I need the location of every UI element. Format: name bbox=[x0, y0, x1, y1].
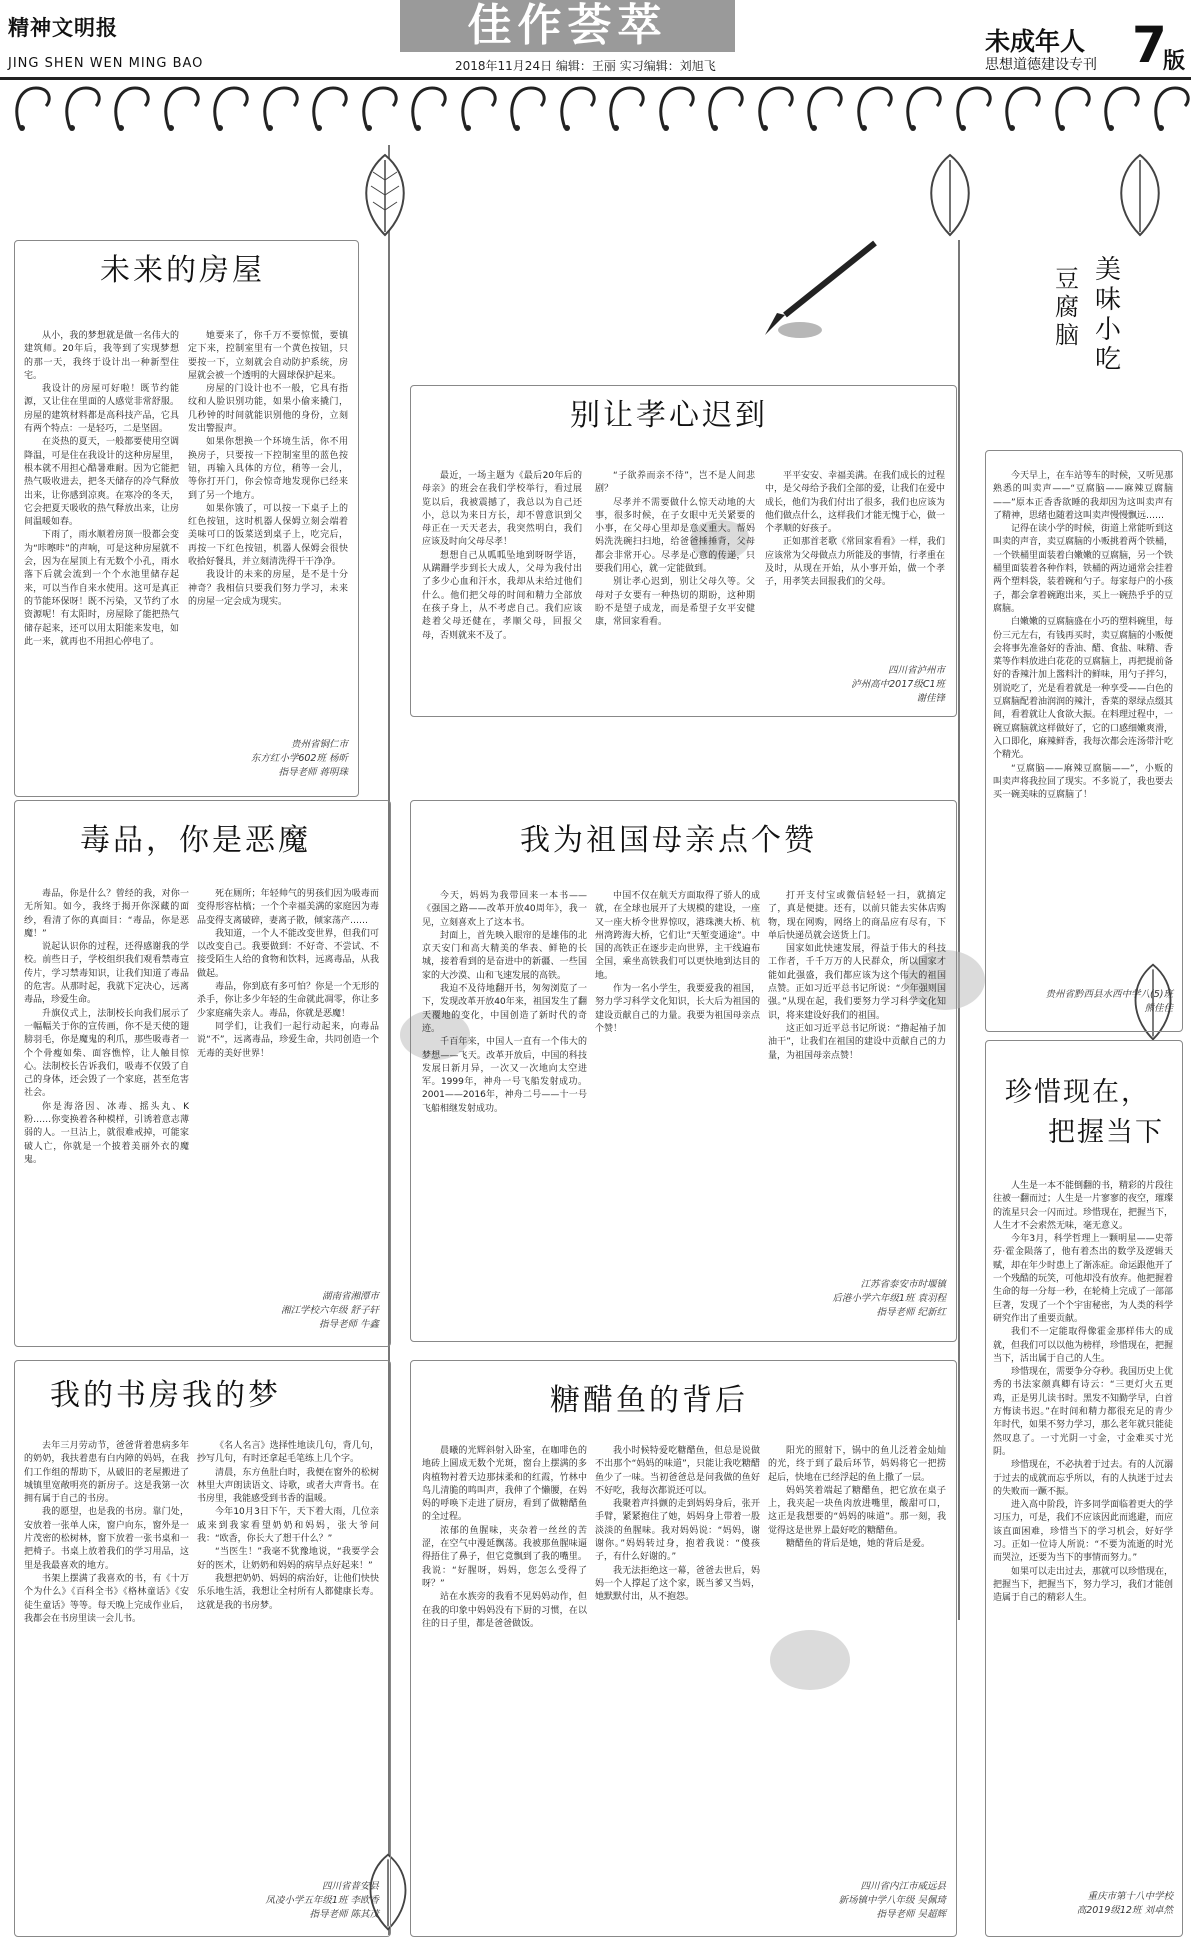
author-name: 熊佳佳 bbox=[1144, 1003, 1173, 1014]
notebook-rings bbox=[0, 84, 1191, 144]
house-signature bbox=[188, 738, 348, 780]
ring-icon bbox=[307, 84, 353, 132]
paragraph: 毒品，你到底有多可怕？你是一个无形的杀手，你让多少年轻的生命就此凋零，你让多少家庭痛失亲人。毒品，你就是恶魔！ bbox=[197, 982, 379, 1019]
divider-stem-right bbox=[958, 240, 960, 1620]
ring-icon bbox=[604, 84, 650, 132]
ring-icon bbox=[1050, 84, 1096, 132]
paragraph: 升旗仪式上，法制校长向我们展示了一幅幅关于你的宣传画，你不是天使的翅膀羽毛，你是魔鬼的利爪，那些吸毒者一个个骨瘦如柴、面容憔悴，让人触目惊心。法制校长告诉我们，吸毒不仅毁了自己的身体，还会毁了一个家庭，甚至危害社会。 bbox=[24, 1008, 189, 1099]
masthead-rule bbox=[0, 77, 1191, 80]
paragraph: 在炎热的夏天，一般都要使用空调降温，可是住在我设计的这种房屋里，根本就不用担心酷暑难耐。因为它能把热气吸收进去，把冬天储存的冷气释放出来，让你感到凉爽。在寒冷的冬天，它会把夏天吸收的热气释放出来，让房间温暖如春。 bbox=[24, 437, 179, 528]
study-column-1 bbox=[24, 1440, 189, 1930]
filial-signature bbox=[765, 664, 945, 706]
author-class: 后港小学六年级1班 袁羽程 bbox=[832, 1293, 946, 1304]
ring-icon bbox=[258, 84, 304, 132]
author-class: 高2019级12班 刘卓然 bbox=[1076, 1905, 1173, 1916]
paragraph: 我无法拒绝这一幕，爸爸去世后，妈妈一个人撑起了这个家，既当爹又当妈，她默默付出，从不抱怨。 bbox=[595, 1565, 760, 1603]
author-school: 四川省普安县 bbox=[321, 1881, 379, 1892]
paragraph: 我的愿望，也是我的书房。靠门处，安放着一张单人床，窗户向东，窗外是一片茂密的松树林，窗下放着一张书桌和一把椅子。书桌上放着我们的学习用品，这里是我最喜欢的地方。 bbox=[24, 1507, 189, 1571]
paragraph: 中国不仅在航天方面取得了骄人的成就，在全球也展开了大规模的建设，一座又一座大桥令世界惊叹，港珠澳大桥、杭州湾跨海大桥，它们让“天堑变通途”。中国的高铁正在逐步走向世界，主干线遍布全国，乘坐高铁我们可以更快地到达目的地。 bbox=[595, 891, 760, 981]
headline-fish: 糖醋鱼的背后 bbox=[550, 1383, 748, 1418]
special-title: 未成年人 bbox=[985, 27, 1086, 56]
paragraph: 平平安安、幸福美满。在我们成长的过程中，是父母给予我们全部的爱，让我们在爱中成长，他们为我们付出了很多，我们也应该为他们做点什么，这样我们才能无愧于心，做一个孝顺的好孩子。 bbox=[765, 471, 945, 535]
headline-tofu-a: 美味小吃 bbox=[1095, 255, 1124, 375]
paragraph: 如果可以走出过去，那就可以珍惜现在，把握当下，把握当下，努力学习，我们才能创造属于自己的精彩人生。 bbox=[993, 1566, 1173, 1604]
motherland-signature bbox=[768, 1278, 946, 1320]
dateline: 2018年11月24日 编辑：王丽 实习编辑：刘旭飞 bbox=[455, 59, 716, 73]
paragraph: 她要来了，你千万不要惊慌，要镇定下来，控制室里有一个黄色按钮，只要按一下，立刻就会自动防护系统，房屋就会被一个透明的大圆球保护起来。 bbox=[188, 331, 348, 381]
author-class: 凤凌小学五年级1班 李欧香 bbox=[265, 1895, 379, 1906]
ring-icon bbox=[10, 84, 56, 132]
author-school: 湖南省湘潭市 bbox=[321, 1291, 379, 1302]
author-school: 贵州省铜仁市 bbox=[290, 739, 348, 750]
paragraph: 我聚着声抖颤的走到妈妈身后，张开手臂，紧紧抱住了她，妈妈身上带着一股淡淡的鱼腥味。我对妈妈说：“妈妈，谢谢你。”妈妈转过身，抱着我说：“傻孩子，有什么好谢的。” bbox=[595, 1499, 760, 1563]
author-teacher: 指导老师 蒋明珠 bbox=[278, 767, 348, 778]
paragraph: 正如那首老歌《常回家看看》一样，我们应该常为父母做点力所能及的事情，行孝重在及时，从现在开始，从小事开始，做一个孝子，用孝笑去回报我们的父母。 bbox=[765, 537, 945, 588]
paragraph: 浓郁的鱼腥味，夹杂着一丝丝的苦涩，在空气中漫延飘荡。我被那鱼腥味逼得捂住了鼻子，但它竟飘到了我的嘴里。我说：“好腥呀，妈妈，您怎么受得了呀？” bbox=[422, 1525, 587, 1589]
paragraph: 阳光的照射下，锅中的鱼儿泛着金灿灿的光，终于到了最后环节，妈妈将它一把捞起后，快地在已经浮起的鱼上撒了一层。 bbox=[768, 1446, 946, 1483]
tofu-column bbox=[993, 470, 1173, 975]
fish-column-3 bbox=[768, 1445, 946, 1845]
paragraph: 今年3月，科学哲理上一颗明星——史蒂芬·霍金陨落了，他有着杰出的数学及逻辑天赋，却在年少时患上了渐冻症。命运跟他开了一个残酷的玩笑，可他却没有放弃。他把握着生命的每一分每一秒，在轮椅上完成了一部部巨著，发现了一个个宇宙秘密，为人类的科学研究作出了重要贡献。 bbox=[993, 1234, 1173, 1324]
paragraph: 从小，我的梦想就是做一名伟大的建筑师。20年后，我等到了实现梦想的那一天，我终于设计出一种新型住宅。 bbox=[24, 331, 179, 381]
paragraph: 白嫩嫩的豆腐脑盛在小巧的塑料碗里，每份三元左右，有钱再买时，卖豆腐脑的小贩便会将事先准备好的香油、醋、食盐、味精、香菜等作料放进白花花的豆腐脑上，再把提前备好的香辣汁加上酱料汁的鲜味，用勺子拌匀，别说吃了，光是看着就是一种享受——白色的豆腐脑配着油润润的辣汁，香菜的翠绿点缀其间，看着就让人食欲大振。在料理过程中，一碗豆腐脑就这样做好了，它的口感细嫩爽滑，入口即化，麻辣鲜香，我每次都会连汤带汁吃个精光。 bbox=[993, 617, 1173, 761]
author-teacher: 指导老师 吴超辉 bbox=[876, 1909, 946, 1920]
paragraph: 想想自己从呱呱坠地到呀呀学语，从蹒跚学步到长大成人，父母为我付出了多少心血和汗水，我却从未给过他们什么。他们把父母的时间和精力全部放在孩子身上，从不考虑自己。我们应该趁着父母还健在，孝顺父母，回报父母，否则就来不及了。 bbox=[422, 550, 582, 641]
drugs-column-1 bbox=[24, 888, 189, 1338]
ring-icon bbox=[505, 84, 551, 132]
ring-icon bbox=[555, 84, 601, 132]
paragraph: 打开支付宝或微信轻轻一扫，就搞定了，真是便捷。还有，以前只能去实体店购物，现在网购，网络上的商品应有尽有，下单后快递员就会送货上门。 bbox=[768, 891, 946, 941]
paragraph: 我们不一定能取得像霍金那样伟大的成就，但我们可以以他为榜样，珍惜现在，把握当下，活出属于自己的人生。 bbox=[993, 1327, 1173, 1364]
ring-icon bbox=[802, 84, 848, 132]
filial-column-3 bbox=[765, 470, 945, 660]
author-school: 江苏省泰安市时堰镇 bbox=[860, 1279, 946, 1290]
author-school: 重庆市第十八中学校 bbox=[1087, 1891, 1173, 1902]
ring-icon bbox=[703, 84, 749, 132]
paragraph: 最近，一场主题为《最后20年后的母亲》的班会在我们学校举行，看过展览以后，我被震撼了，我总以为自己还小，总以为来日方长，却不曾意识到父母正在一天天老去，我突然明白，我们应该及时向父母尽孝！ bbox=[422, 471, 582, 548]
ring-icon bbox=[159, 84, 205, 132]
paragraph: 珍惜现在，不必执着于过去。有的人沉溺于过去的成就而忘乎所以，有的人执迷于过去的失败而一蹶不振。 bbox=[993, 1460, 1173, 1497]
paragraph: 今天早上，在车站等车的时候，又听见那熟悉的叫卖声——“豆腐脑——麻辣豆腐脑——”原本正香香欲睡的我却因为这叫卖声有了精神，思绪也随着这叫卖声慢慢飘远…… bbox=[993, 471, 1173, 521]
headline-tofu-b: 豆腐脑 bbox=[1055, 265, 1079, 349]
section-banner: 佳作荟萃 bbox=[400, 0, 735, 52]
paragraph: 作为一名小学生，我要爱我的祖国，努力学习科学文化知识，长大后为祖国的建设贡献自己的力量。我要为祖国母亲点个赞！ bbox=[595, 984, 760, 1034]
paragraph: 我设计的房屋可好啦！既节约能源，又让住在里面的人感觉非常舒服。房屋的建筑材料都是高科技产品，它具有两个特点：一是轻巧，二是坚固。 bbox=[24, 384, 179, 435]
paragraph: 记得在读小学的时候，街道上常能听到这叫卖的声音，卖豆腐脑的小贩挑着两个铁桶，一个铁桶里面装着白嫩嫩的豆腐脑，另一个铁桶里面装着各种作料，铁桶的两边通常会挂着两个塑料袋，装着碗和勺子。每家每户的小孩子，都会拿着碗跑出来，买上一碗热乎乎的豆腐脑。 bbox=[993, 524, 1173, 614]
study-signature bbox=[197, 1880, 379, 1922]
brush-icon bbox=[745, 235, 885, 345]
paragraph: 国家如此快速发展，得益于伟大的科技工作者，千千万万的人民群众，所以国家才能如此强盛，我们都应该为这个伟大的祖国点赞。正如习近平总书记所说：“少年强则国强。”从现在起，我们要努力学习科学文化知识，将来建设好我们的祖国。 bbox=[768, 944, 946, 1021]
author-name: 谢佳锋 bbox=[916, 693, 945, 704]
house-column-1 bbox=[24, 330, 179, 775]
paragraph: 《名人名言》选择性地读几句，背几句，抄写几句，有时还拿起毛笔练上几个字。 bbox=[197, 1441, 379, 1465]
paragraph: 今年10月3日下午，天下着大雨，几位亲戚来到我家看望奶奶和妈妈，张大爷问我：“欧香，你长大了想干什么？” bbox=[197, 1507, 379, 1545]
ring-icon bbox=[60, 84, 106, 132]
paragraph: 我迫不及待地翻开书，匆匆浏览了一下，发现改革开放40年来，祖国发生了翻天覆地的变化，中国创造了新时代的奇迹。 bbox=[422, 984, 587, 1034]
paper-pinyin: JING SHEN WEN MING BAO bbox=[8, 56, 204, 71]
page-unit: 版 bbox=[1163, 49, 1186, 74]
ring-icon bbox=[357, 84, 403, 132]
paragraph: 说起认识你的过程，还得感谢我的学校。前些日子，学校组织我们观看禁毒宣传片，学习禁毒知识，让我们知道了毒品的危害。从那时起，我就下定决心，远离毒品，珍爱生命。 bbox=[24, 942, 189, 1006]
paragraph: 下雨了，雨水顺着房顶一股都会变为“咔嚓咔”的声响，可是这种房屋就不会，因为在屋顶上有无数个小孔，雨水落下后就会流到一个个水池里储存起来，可以当作自来水使用。这可是真正的节能环保呀！既不污染，又节约了水资源呢！有太阳时，房屋除了能把热气储存起来，还可以用太阳能来发电，如此一来，就再也不用担心停电了。 bbox=[24, 530, 179, 647]
paragraph: 我想把奶奶、妈妈的病治好，让他们快快乐乐地生活，我想让全村所有人都健康长寿。这就是我的书房梦。 bbox=[197, 1573, 379, 1611]
author-class: 东方红小学602班 杨昕 bbox=[250, 753, 348, 764]
author-school: 四川省内江市威远县 bbox=[860, 1881, 946, 1892]
paragraph: 死在厕所；年轻帅气的男孩们因为吸毒而变得形容枯槁；一个个幸福美满的家庭因为毒品变得支离破碎，妻离子散，倾家荡产…… bbox=[197, 889, 379, 926]
paragraph: 珍惜现在，需要争分夺秒。我国历史上优秀的书法家颜真卿有诗云：“三更灯火五更鸡，正是男儿读书时。黑发不知勤学早，白首方悔读书迟。”在时间和精力都很充足的青少年时代，如果不努力学习，那么老年就只能徒然叹息了。一寸光阴一寸金，寸金难买寸光阴。 bbox=[993, 1367, 1173, 1457]
paragraph: 同学们，让我们一起行动起来，向毒品说“不”，远离毒品，珍爱生命，共同创造一个无毒的美好世界！ bbox=[197, 1021, 379, 1059]
ring-icon bbox=[406, 84, 452, 132]
drugs-column-2 bbox=[197, 888, 379, 1278]
filial-column-2 bbox=[595, 470, 755, 705]
paragraph: 晨曦的光辉斜射入卧室，在咖啡色的地砖上圆成无数个光斑，窗台上摆满的多肉植物衬着天边那抹柔和的红霞，竹林中鸟儿清脆的鸣叫声，我伸了个懒腰，在妈妈的呼唤下走进了厨房，看到了做糖醋鱼的全过程。 bbox=[422, 1446, 587, 1523]
leaf-icon bbox=[355, 150, 415, 240]
masthead bbox=[0, 0, 1191, 80]
paragraph: 清晨，东方鱼肚白时，我便在窗外的松树林里大声朗读语文、诗歌，或者大声背书。在书房里，我能感受到书香的温暖。 bbox=[197, 1467, 379, 1505]
paragraph: 如果你饿了，可以按一下桌子上的红色按钮，这时机器人保姆立刻会端着美味可口的饭菜送到桌子上，吃完后，再按一下红色按钮，机器人保姆会很快收拾好餐具，并立刻清洗得干干净净。 bbox=[188, 503, 348, 568]
ring-icon bbox=[1149, 84, 1191, 132]
paragraph: 站在水族旁的我看不见妈妈动作，但在我的印象中妈妈没有下厨的习惯，在以往的日子里，都是爸爸做饭。 bbox=[422, 1592, 587, 1629]
author-class: 新场镇中学八年级 吴佩琦 bbox=[838, 1895, 946, 1906]
cherish-signature bbox=[993, 1890, 1173, 1918]
author-school: 四川省泸州市 bbox=[887, 665, 945, 676]
paragraph: 千百年来，中国人一直有一个伟大的梦想——飞天。改革开放后，中国的科技发展日新月异，一次又一次地向太空进军。1999年，神舟一号飞船发射成功。2001——2016年，神舟二号——十一号飞船相继发射成功。 bbox=[422, 1037, 587, 1114]
filial-column-1 bbox=[422, 470, 582, 705]
author-school: 贵州省黔西县水西中学八(5)班 bbox=[1045, 989, 1173, 1000]
ring-icon bbox=[1000, 84, 1046, 132]
motherland-column-1 bbox=[422, 890, 587, 1330]
fish-column-1 bbox=[422, 1445, 587, 1930]
paragraph: 妈妈笑着端起了糖醋鱼，把它放在桌子上，我夹起一块鱼肉放进嘴里，酸甜可口，这正是我想要的“妈妈的味道”。那一刻，我觉得这是世界上最好吃的糖醋鱼。 bbox=[768, 1485, 946, 1536]
paragraph: 去年三月劳动节，爸爸背着患病多年的奶奶，我扶着患有白内障的妈妈，在我们工作组的帮助下，从破旧的老屋搬进了城镇里宽敞明亮的新房子。这是我第一次拥有属于自己的书房。 bbox=[24, 1441, 189, 1505]
headline-house: 未来的房屋 bbox=[100, 253, 265, 288]
ring-icon bbox=[109, 84, 155, 132]
paragraph: 封面上，首先映入眼帘的是雄伟的北京天安门和高大精美的华表、鲜艳的长城，接着看到的是奋进中的新疆、一些国家的大沙漠、山和飞速发展的高铁。 bbox=[422, 930, 587, 981]
motherland-column-2 bbox=[595, 890, 760, 1330]
ring-icon bbox=[208, 84, 254, 132]
paragraph: 这正如习近平总书记所说：“撸起袖子加油干”，让我们在祖国的建设中贡献自己的力量，为祖国母亲点赞！ bbox=[768, 1023, 946, 1061]
paragraph: 如果你想换一个环境生活，你不用换房子，只要按一下控制室里的蓝色按钮，再输入具体的方位，稍等一会儿，等你打开门，你会惊奇地发现你已经来到了另一个地方。 bbox=[188, 437, 348, 501]
author-class: 湘江学校六年级 舒子轩 bbox=[280, 1305, 379, 1316]
paragraph: 别让孝心迟到，别让父母久等。父母对子女要有一种热切的期盼，这种期盼不是望子成龙，而是希望子女平安健康，常回家看看。 bbox=[595, 577, 755, 628]
paragraph: 毒品，你是什么？曾经的我，对你一无所知。如今，我终于揭开你深藏的面纱，看清了你的真面目：“毒品，你是恶魔！” bbox=[24, 889, 189, 939]
headline-cherish-1: 珍惜现在， bbox=[1005, 1077, 1150, 1108]
author-class: 泸州高中2017级C1班 bbox=[851, 679, 945, 690]
drugs-signature bbox=[197, 1290, 379, 1332]
study-column-2 bbox=[197, 1440, 379, 1870]
paragraph: 你是海洛因、冰毒、摇头丸、K粉……你变换着各种模样，引诱着意志薄弱的人。一旦沾上，就很难戒掉，可能家破人亡，你就是一个披着美丽外衣的魔鬼。 bbox=[24, 1101, 189, 1165]
fish-signature bbox=[768, 1880, 946, 1922]
author-teacher: 指导老师 陈其茂 bbox=[309, 1909, 379, 1920]
leaf-icon bbox=[1110, 150, 1170, 240]
paragraph: 我设计的未来的房屋，是不是十分神奇？我相信只要我们努力学习，未来的房屋一定会成为现实。 bbox=[188, 570, 348, 607]
paragraph: 今天，妈妈为我带回来一本书——《强国之路——改革开放40周年》，我一见，立刻喜欢上了这本书。 bbox=[422, 891, 587, 928]
ring-icon bbox=[901, 84, 947, 132]
author-teacher: 指导老师 牛鑫 bbox=[318, 1319, 379, 1330]
paragraph: 书架上摆满了我喜欢的书，有《十万个为什么》《百科全书》《格林童话》《安徒生童话》等等。每天晚上完成作业后，我都会在书房里读一会儿书。 bbox=[24, 1573, 189, 1624]
ring-icon bbox=[951, 84, 997, 132]
ring-icon bbox=[654, 84, 700, 132]
paragraph: 我知道，一个人不能改变世界，但我们可以改变自己。我要做到：不好奇、不尝试、不接受陌生人给的食物和饮料，远离毒品，从我做起。 bbox=[197, 928, 379, 979]
ring-icon bbox=[852, 84, 898, 132]
tofu-signature bbox=[993, 988, 1173, 1016]
house-column-2 bbox=[188, 330, 348, 730]
paragraph: 糖醋鱼的背后是她，她的背后是爱。 bbox=[786, 1539, 931, 1550]
headline-drugs: 毒品，你是恶魔 bbox=[80, 823, 311, 858]
ring-icon bbox=[753, 84, 799, 132]
motherland-column-3 bbox=[768, 890, 946, 1265]
paragraph: “子欲养而亲不待”，岂不是人间悲剧？ bbox=[595, 471, 755, 495]
paragraph: “豆腐脑——麻辣豆腐脑——”，小贩的叫卖声将我拉回了现实。不多说了，我也要去买一碗美味的豆腐脑了！ bbox=[993, 763, 1173, 801]
author-teacher: 指导老师 纪新红 bbox=[876, 1307, 946, 1318]
headline-motherland: 我为祖国母亲点个赞 bbox=[520, 823, 817, 858]
paragraph: 进入高中阶段，许多同学面临着更大的学习压力，可是，我们不应该因此而逃避，而应该直面困难，珍惜当下的学习机会，好好学习。正如一位诗人所说：“不要为流逝的时光而哭泣，还要为当下的事情而努力。” bbox=[993, 1500, 1173, 1564]
paragraph: “当医生！”我毫不犹豫地说，“我要学会好的医术，让奶奶和妈妈的病早点好起来！” bbox=[197, 1547, 379, 1571]
ring-icon bbox=[1099, 84, 1145, 132]
paragraph: 尽孝并不需要做什么惊天动地的大事，很多时候，在子女眼中无关紧要的小事，在父母心里却是意义重大。帮妈妈洗洗碗扫扫地，给爸爸捶捶背，父母都会非常开心。尽孝是心意的传递，只要我们用心，就一定能做到。 bbox=[595, 497, 755, 575]
paragraph: 我小时候特爱吃糖醋鱼，但总是说做不出那个“妈妈的味道”，只能让我吃糖醋鱼少了一味。当初爸爸总是问我做的鱼好不好吃，我每次都说还可以。 bbox=[595, 1446, 760, 1496]
page-number: 7 bbox=[1132, 16, 1167, 74]
headline-cherish-2: 把握当下 bbox=[1048, 1117, 1164, 1148]
ring-icon bbox=[456, 84, 502, 132]
paper-name: 精神文明报 bbox=[8, 15, 118, 40]
leaf-icon bbox=[920, 150, 980, 240]
headline-filial: 别让孝心迟到 bbox=[570, 398, 768, 433]
cherish-column bbox=[993, 1180, 1173, 1875]
special-subtitle: 思想道德建设专刊 bbox=[985, 57, 1097, 73]
paragraph: 房屋的门设计也不一般，它具有指纹和人脸识别功能，如果小偷来撬门，几秒钟的时间就能识别他的身份，立刻发出警报声。 bbox=[188, 384, 348, 435]
paragraph: 人生是一本不能倒翻的书，精彩的片段往往被一翻而过；人生是一片寥寥的夜空，璀璨的流星只会一闪而过。珍惜现在，把握当下，人生才不会索然无味，毫无意义。 bbox=[993, 1181, 1173, 1231]
headline-study: 我的书房我的梦 bbox=[50, 1378, 281, 1413]
fish-column-2 bbox=[595, 1445, 760, 1930]
